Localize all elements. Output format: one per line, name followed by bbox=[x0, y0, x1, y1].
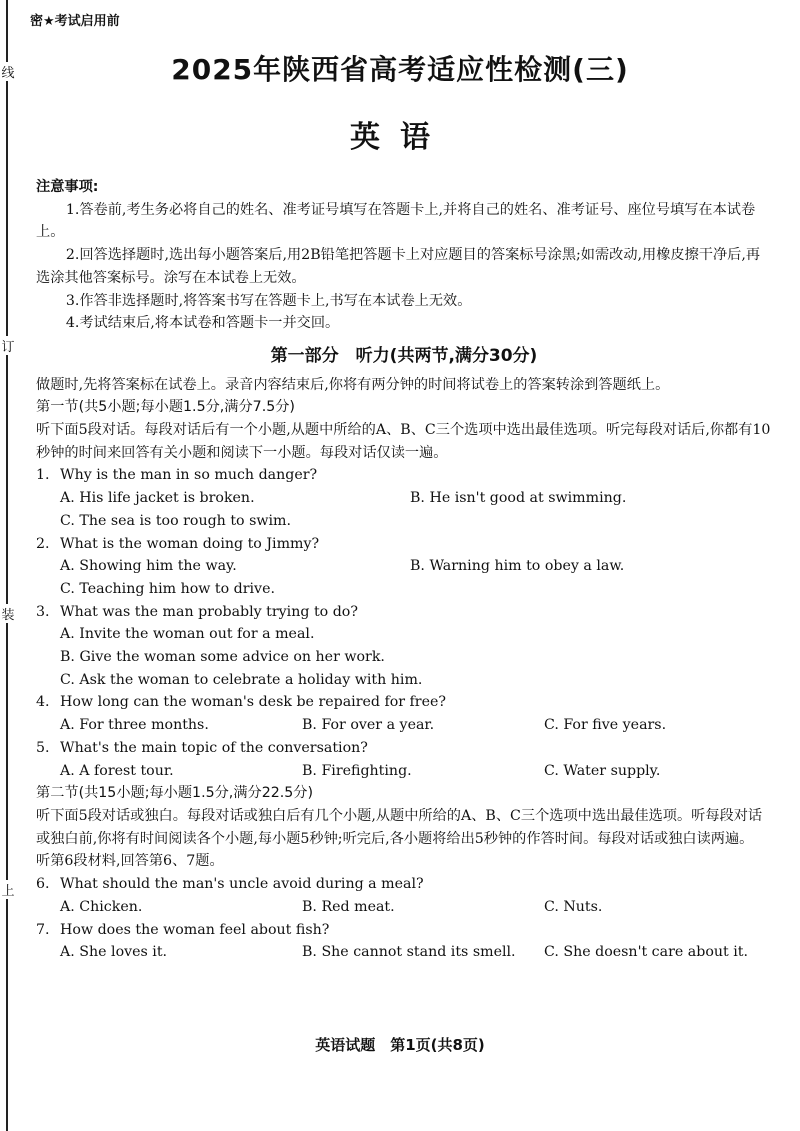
option-a: A. For three months. bbox=[60, 717, 209, 734]
question-number: 4. bbox=[36, 694, 50, 711]
question-4 bbox=[36, 691, 772, 714]
question-text: What is the woman doing to Jimmy? bbox=[60, 535, 320, 552]
part-intro: 做题时,先将答案标在试卷上。录音内容结束后,你将有两分钟的时间将试卷上的答案转涂到答题纸上。 bbox=[36, 376, 670, 393]
part-title: 第一部分 听力(共两节,满分30分) bbox=[270, 345, 538, 366]
question-number: 6. bbox=[36, 876, 50, 893]
margin-mark-shang: 上 bbox=[0, 880, 16, 899]
option-b: B. Firefighting. bbox=[302, 762, 412, 779]
secret-label: 密★考试启用前 bbox=[30, 14, 120, 29]
options-row bbox=[36, 941, 772, 964]
options-row bbox=[36, 669, 772, 692]
options-row bbox=[36, 896, 772, 919]
options-row bbox=[36, 623, 772, 646]
option-c: C. For five years. bbox=[544, 717, 667, 734]
option-b: B. Give the woman some advice on her work. bbox=[60, 649, 385, 666]
exam-title: 2025年陕西省高考适应性检测(三) bbox=[171, 53, 629, 86]
options-row bbox=[36, 760, 772, 783]
option-a: A. She loves it. bbox=[60, 944, 168, 961]
question-6 bbox=[36, 873, 772, 896]
question-number: 5. bbox=[36, 739, 50, 756]
question-3 bbox=[36, 601, 772, 624]
question-7 bbox=[36, 919, 772, 942]
question-text: What was the man probably trying to do? bbox=[60, 603, 358, 620]
question-text: Why is the man in so much danger? bbox=[60, 467, 318, 484]
option-a: A. Invite the woman out for a meal. bbox=[60, 626, 315, 643]
question-text: What should the man's uncle avoid during a meal? bbox=[60, 876, 424, 893]
option-b: B. For over a year. bbox=[302, 717, 435, 734]
notice-item: 3.作答非选择题时,将答案书写在答题卡上,书写在本试卷上无效。 bbox=[65, 292, 472, 309]
option-c: C. Teaching him how to drive. bbox=[60, 580, 275, 597]
subject-title: 英语 bbox=[350, 120, 450, 155]
margin-mark-ding: 订 bbox=[0, 336, 16, 355]
options-row bbox=[36, 646, 772, 669]
option-b: B. He isn't good at swimming. bbox=[410, 490, 627, 507]
section1-instructions: 听下面5段对话。每段对话后有一个小题,从题中所给的A、B、C三个选项中选出最佳选项。听完每段对话后,你都有10秒钟的时间来回答有关小题和阅读下一小题。每段对话仅读一遍。 bbox=[36, 422, 771, 461]
section1-heading: 第一节(共5小题;每小题1.5分,满分7.5分) bbox=[36, 399, 295, 416]
material-note: 听第6段材料,回答第6、7题。 bbox=[36, 853, 224, 870]
option-c: C. She doesn't care about it. bbox=[544, 944, 748, 961]
options-row bbox=[36, 487, 772, 510]
margin-mark-zhuang: 装 bbox=[0, 604, 16, 623]
notice-heading: 注意事项: bbox=[36, 179, 99, 195]
option-b: B. Warning him to obey a law. bbox=[410, 558, 625, 575]
options-row bbox=[36, 555, 772, 578]
option-a: A. Showing him the way. bbox=[60, 558, 237, 575]
option-a: A. Chicken. bbox=[60, 898, 143, 915]
notice-item: 1.答卷前,考生务必将自己的姓名、准考证号填写在答题卡上,并将自己的姓名、准考证号、座位号填写在本试卷上。 bbox=[36, 201, 756, 241]
section2-instructions: 听下面5段对话或独白。每段对话或独白后有几个小题,从题中所给的A、B、C三个选项中选出最佳选项。听每段对话或独白前,你将有时间阅读各个小题,每小题5秒钟;听完后,各小题将给出5秒钟的作答时间。每段对话或独白读两遍。 bbox=[36, 807, 763, 847]
option-c: C. Water supply. bbox=[544, 762, 661, 779]
question-number: 1. bbox=[36, 467, 50, 484]
option-c: C. The sea is too rough to swim. bbox=[60, 512, 292, 529]
question-number: 3. bbox=[36, 603, 50, 620]
question-text: How does the woman feel about fish? bbox=[60, 921, 330, 938]
question-text: How long can the woman's desk be repaired for free? bbox=[60, 694, 446, 711]
options-row bbox=[36, 510, 772, 533]
option-a: A. His life jacket is broken. bbox=[60, 490, 255, 507]
option-b: B. She cannot stand its smell. bbox=[302, 944, 516, 961]
option-c: C. Ask the woman to celebrate a holiday with him. bbox=[60, 671, 423, 688]
options-row bbox=[36, 578, 772, 601]
exam-content bbox=[36, 176, 772, 964]
question-number: 7. bbox=[36, 921, 50, 938]
question-2 bbox=[36, 533, 772, 556]
question-number: 2. bbox=[36, 535, 50, 552]
question-1 bbox=[36, 464, 772, 487]
binding-line bbox=[6, 0, 8, 1131]
notice-item: 2.回答选择题时,选出每小题答案后,用2B铅笔把答题卡上对应题目的答案标号涂黑;如需改动,用橡皮擦干净后,再选涂其他答案标号。涂写在本试卷上无效。 bbox=[36, 247, 761, 286]
option-a: A. A forest tour. bbox=[60, 762, 174, 779]
question-5 bbox=[36, 737, 772, 760]
options-row bbox=[36, 714, 772, 737]
option-c: C. Nuts. bbox=[544, 898, 603, 915]
option-b: B. Red meat. bbox=[302, 898, 395, 915]
margin-mark-xian: 线 bbox=[0, 62, 16, 81]
section2-heading: 第二节(共15小题;每小题1.5分,满分22.5分) bbox=[36, 785, 314, 802]
question-text: What's the main topic of the conversation? bbox=[60, 739, 368, 756]
page-footer: 英语试题 第1页(共8页) bbox=[315, 1036, 485, 1054]
notice-item: 4.考试结束后,将本试卷和答题卡一并交回。 bbox=[65, 315, 340, 332]
